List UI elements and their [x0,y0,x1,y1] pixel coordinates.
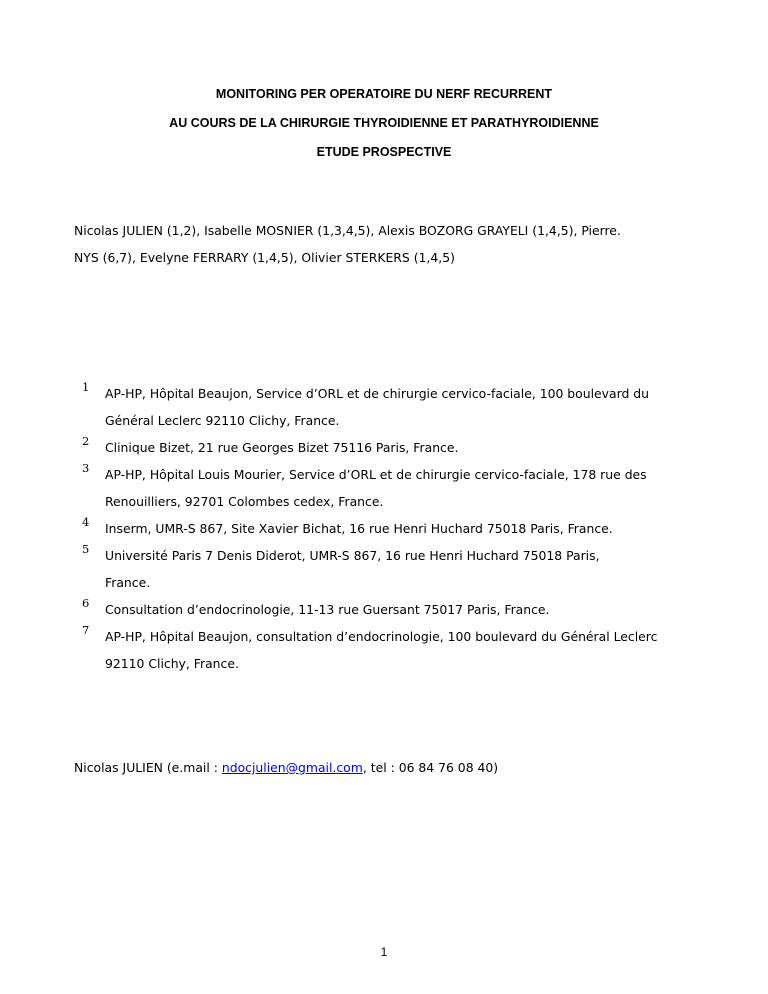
email-link[interactable]: ndocjulien@gmail.com [221,760,363,775]
affiliation-text: AP-HP, Hôpital Louis Mourier, Service d’ORL et de chirurgie cervico-faciale, 178 rue des [105,467,647,482]
affiliation-number: 4 [82,515,90,529]
affiliation-text: Clinique Bizet, 21 rue Georges Bizet 75116 Paris, France. [105,440,459,455]
affiliation-number: 6 [82,596,90,610]
affiliation-text: AP-HP, Hôpital Beaujon, Service d’ORL et de chirurgie cervico-faciale, 100 boulevard du [105,386,649,401]
affiliation-number: 3 [82,461,90,475]
contact-suffix: , tel : 06 84 76 08 40) [362,760,499,775]
affiliation-text: Université Paris 7 Denis Diderot, UMR-S 867, 16 rue Henri Huchard 75018 Paris, [105,548,600,563]
affiliation-text: AP-HP, Hôpital Beaujon, consultation d’endocrinologie, 100 boulevard du Général Leclerc [105,629,658,644]
affiliation-number: 2 [82,434,90,448]
affiliation-number: 1 [82,380,90,394]
affiliation-text: Renouilliers, 92701 Colombes cedex, France. [105,494,384,509]
authors-block [74,217,714,271]
title-line-1: MONITORING PER OPERATOIRE DU NERF RECURRENT [215,87,553,101]
authors-line-2: NYS (6,7), Evelyne FERRARY (1,4,5), Olivier STERKERS (1,4,5) [74,250,455,265]
affiliation-text: France. [105,575,151,590]
contact-line [74,760,498,775]
contact-prefix: Nicolas JULIEN (e.mail : [74,760,222,775]
page-number: 1 [380,945,388,959]
affiliation-text: 92110 Clichy, France. [105,656,239,671]
affiliation-text: Consultation d’endocrinologie, 11-13 rue Guersant 75017 Paris, France. [105,602,550,617]
authors-line-1: Nicolas JULIEN (1,2), Isabelle MOSNIER (1,3,4,5), Alexis BOZORG GRAYELI (1,4,5), Pierre. [74,223,621,238]
affiliation-text: Général Leclerc 92110 Clichy, France. [105,413,340,428]
title-line-3: ETUDE PROSPECTIVE [316,145,452,159]
title-line-2: AU COURS DE LA CHIRURGIE THYROIDIENNE ET PARATHYROIDIENNE [169,116,599,130]
affiliation-text: Inserm, UMR-S 867, Site Xavier Bichat, 16 rue Henri Huchard 75018 Paris, France. [105,521,613,536]
affiliation-number: 5 [82,542,90,556]
affiliation-number: 7 [82,623,90,637]
